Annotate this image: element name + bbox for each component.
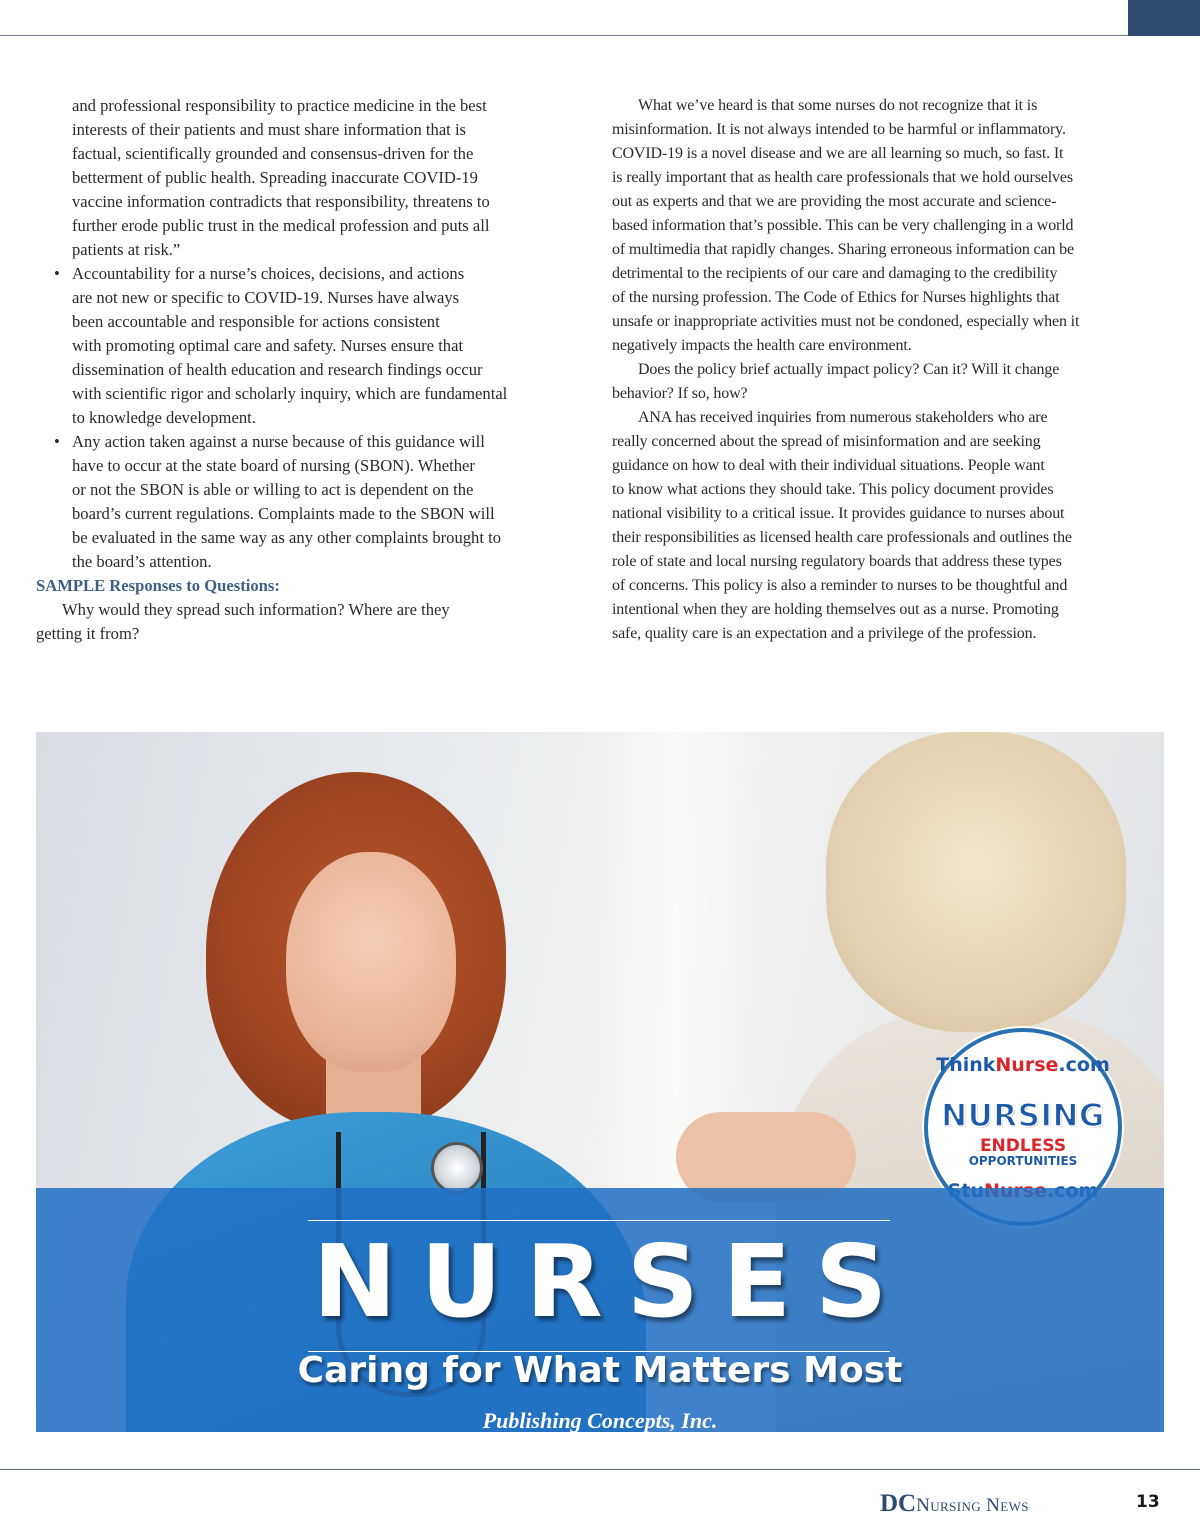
paragraph-line: to know what actions they should take. This policy document provides [612,481,1054,498]
sample-responses-heading: SAMPLE Responses to Questions: [36,576,280,595]
patient-hair [826,732,1126,1032]
paragraph-line: national visibility to a critical issue. It provides guidance to nurses about [612,505,1065,522]
paragraph-line: intentional when they are holding themselves out as a nurse. Promoting [612,601,1059,618]
paragraph-line: is really important that as health care professionals that we hold ourselves [612,169,1073,186]
question-paragraph [36,598,588,646]
top-rule [0,35,1128,36]
stethoscope-chestpiece [431,1142,483,1194]
bullet-line: with promoting optimal care and safety. Nurses ensure that [72,336,464,355]
paragraph-line: COVID-19 is a novel disease and we are all learning so much, so fast. It [612,145,1064,162]
bullet-line: to knowledge development. [72,408,256,427]
paragraph-line: behavior? If so, how? [612,385,748,402]
magazine-name: DCNursing News [880,1490,1029,1517]
right-column [612,94,1164,646]
bullet-line: Any action taken against a nurse because of this guidance will [72,432,485,451]
bullet-line: with scientific rigor and scholarly inquiry, which are fundamental [72,384,508,403]
paragraph-line: based information that’s possible. This can be very challenging in a world [612,217,1074,234]
paragraph-line: What we’ve heard is that some nurses do not recognize that it is [638,97,1038,114]
ad-subtitle: Caring for What Matters Most [297,1350,903,1391]
paragraph-line: safe, quality care is an expectation and a privilege of the profession. [612,625,1037,642]
quote-line: interests of their patients and must share information that is [72,120,467,139]
continued-quote [36,94,588,262]
left-column [36,94,588,646]
quote-line: further erode public trust in the medical profession and puts all [72,216,490,235]
bullet-line: are not new or specific to COVID-19. Nurses have always [72,288,460,307]
question-line: getting it from? [36,624,140,643]
ad-title: NURSES [312,1223,912,1340]
quote-line: betterment of public health. Spreading inaccurate COVID-19 [72,168,478,187]
bullet-line: Accountability for a nurse’s choices, decisions, and actions [72,264,465,283]
body-paragraph [612,94,1164,358]
seal-top-text: ThinkNurse.com [936,1054,1110,1076]
paragraph-line: really concerned about the spread of misinformation and are seeking [612,433,1041,450]
nurses-ad [36,732,1164,1432]
quote-line: and professional responsibility to practice medicine in the best [72,96,487,115]
paragraph-line: unsafe or inappropriate activities must not be condoned, especially when it [612,313,1080,330]
body-paragraph [612,406,1164,646]
bullet-line: dissemination of health education and research findings occur [72,360,483,379]
seal-endless-text: ENDLESS [979,1136,1067,1156]
bullet-line: been accountable and responsible for actions consistent [72,312,440,331]
bullet-list [36,262,588,574]
quote-line: factual, scientifically grounded and consensus-driven for the [72,144,474,163]
nurse-face [286,852,456,1072]
paragraph-line: ANA has received inquiries from numerous stakeholders who are [638,409,1048,426]
quote-line: patients at risk.” [72,240,181,259]
corner-tab [1128,0,1200,36]
question-line: Why would they spread such information? Where are they [62,600,450,619]
bullet-line: the board’s attention. [72,552,212,571]
paragraph-line: Does the policy brief actually impact policy? Can it? Will it change [638,361,1060,378]
bullet-line: be evaluated in the same way as any other complaints brought to [72,528,502,547]
bullet-line: board’s current regulations. Complaints made to the SBON will [72,504,495,523]
bullet-item [36,430,588,574]
bullet-line: have to occur at the state board of nursing (SBON). Whether [72,456,475,475]
paragraph-line: negatively impacts the health care environment. [612,337,912,354]
bullet-line: or not the SBON is able or willing to act is dependent on the [72,480,474,499]
body-paragraph [612,358,1164,406]
paragraph-line: out as experts and that we are providing the most accurate and science- [612,193,1057,210]
bullet-item [36,262,588,430]
seal-nursing-text: NURSING [941,1098,1105,1134]
page-number: 13 [1136,1492,1160,1512]
paragraph-line: of multimedia that rapidly changes. Sharing erroneous information can be [612,241,1074,258]
paragraph-line: misinformation. It is not always intended to be harmful or inflammatory. [612,121,1066,138]
paragraph-line: role of state and local nursing regulatory boards that address these types [612,553,1062,570]
footer-rule [0,1469,1200,1470]
quote-line: vaccine information contradicts that responsibility, threatens to [72,192,490,211]
paragraph-line: detrimental to the recipients of our care and damaging to the credibility [612,265,1058,282]
banner-top-rule [308,1220,890,1221]
blue-banner [36,1188,1164,1432]
seal-opportunities-text: OPPORTUNITIES [968,1154,1078,1168]
ad-publisher: Publishing Concepts, Inc. [482,1408,718,1432]
paragraph-line: of the nursing profession. The Code of Ethics for Nurses highlights that [612,289,1060,306]
paragraph-line: their responsibilities as licensed health care professionals and outlines the [612,529,1072,546]
paragraph-line: guidance on how to deal with their individual situations. People want [612,457,1045,474]
paragraph-line: of concerns. This policy is also a reminder to nurses to be thoughtful and [612,577,1068,594]
